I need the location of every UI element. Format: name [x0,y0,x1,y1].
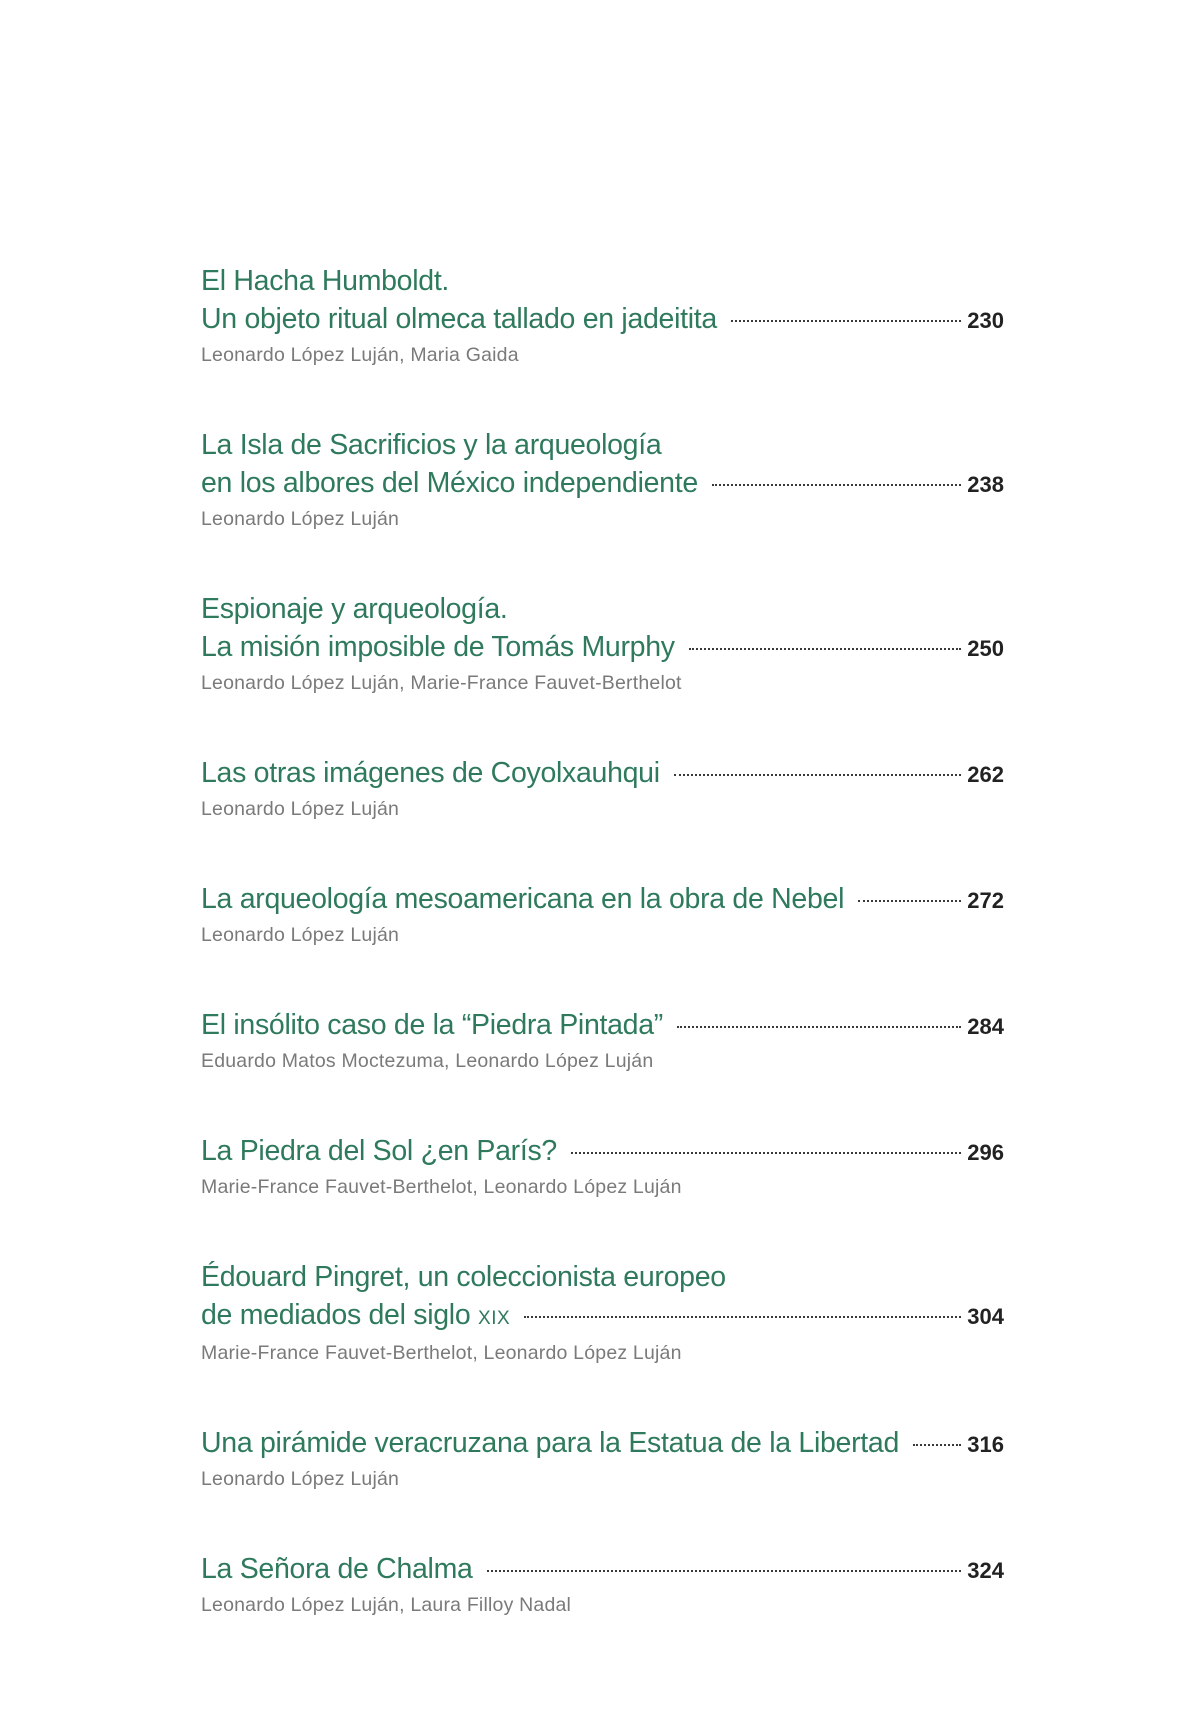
toc-entry-title-line-2: La misión imposible de Tomás Murphy [201,631,675,663]
toc-entry-title [201,628,1004,668]
toc-entry-page-number: 230 [967,308,1004,333]
toc-entry-title [201,1424,1004,1464]
toc-entry-title [201,262,1004,300]
toc-entry-title [201,300,1004,340]
toc-entry [201,426,1004,532]
toc-entry [201,1006,1004,1074]
toc-entry-title [201,1296,1004,1338]
toc-entry-title-text: La Señora de Chalma [201,1553,473,1585]
toc-entry-authors: Leonardo López Luján [201,508,400,530]
toc-entry-authors: Leonardo López Luján [201,1468,400,1490]
toc-entry [201,1424,1004,1492]
toc-entry-title [201,464,1004,504]
toc-entry [201,590,1004,696]
dot-leader [731,320,961,322]
toc-entry-title-text: El insólito caso de la “Piedra Pintada” [201,1009,663,1041]
toc-entry-title-text: La arqueología mesoamericana en la obra de Nebel [201,883,845,915]
toc-entry-title-text: La Piedra del Sol ¿en París? [201,1135,557,1167]
toc-entry [201,754,1004,822]
toc-entry-title-line-2: en los albores del México independiente [201,467,698,499]
toc-entry-title [201,880,1004,920]
toc-entry-title [201,1258,1004,1296]
dot-leader [674,774,962,776]
toc-entry-page-number: 316 [967,1432,1004,1457]
toc-entry [201,1550,1004,1618]
toc-entry [201,1132,1004,1200]
toc-entry-title [201,754,1004,794]
toc-entry [201,1258,1004,1366]
toc-entry [201,880,1004,948]
toc-entry-title [201,1132,1004,1172]
toc-entry-page-number: 272 [967,888,1004,913]
dot-leader [913,1444,961,1446]
dot-leader [858,900,961,902]
toc-entry-page-number: 262 [967,762,1004,787]
toc-entry-title-text: Una pirámide veracruzana para la Estatua de la Libertad [201,1427,900,1459]
toc-entry-authors: Leonardo López Luján, Laura Filloy Nadal [201,1594,572,1616]
toc-entry-authors: Leonardo López Luján [201,924,400,946]
dot-leader [677,1026,961,1028]
toc-entry-page-number: 324 [967,1558,1004,1583]
toc-entry [201,262,1004,368]
toc-entry-authors: Leonardo López Luján, Maria Gaida [201,344,519,366]
toc-entry-title [201,1006,1004,1046]
toc-entry-title-line-1: Espionaje y arqueología. [201,593,508,625]
toc-entry-authors: Marie-France Fauvet-Berthelot, Leonardo López Luján [201,1176,682,1198]
toc-entry-page-number: 284 [967,1014,1004,1039]
dot-leader [487,1570,962,1572]
table-of-contents [201,262,1004,1618]
toc-entry-page-number: 304 [967,1304,1004,1329]
dot-leader [524,1316,961,1318]
dot-leader [689,648,962,650]
toc-entry-title-line-2: Un objeto ritual olmeca tallado en jadeitita [201,303,717,335]
toc-entry-title-line-1: La Isla de Sacrificios y la arqueología [201,429,662,461]
toc-entry-authors: Leonardo López Luján, Marie-France Fauvet-Berthelot [201,672,682,694]
toc-entry-title-line-1: Édouard Pingret, un coleccionista europeo [201,1261,726,1293]
toc-entry-title [201,426,1004,464]
toc-entry-title-text: Las otras imágenes de Coyolxauhqui [201,757,660,789]
toc-entry-title-line-1: El Hacha Humboldt. [201,265,450,297]
dot-leader [571,1152,961,1154]
toc-entry-authors: Marie-France Fauvet-Berthelot, Leonardo López Luján [201,1342,682,1364]
century-smallcaps: XIX [478,1308,511,1329]
toc-entry-page-number: 238 [967,472,1004,497]
toc-entry-authors: Eduardo Matos Moctezuma, Leonardo López Luján [201,1050,654,1072]
toc-entry-title [201,590,1004,628]
toc-entry-authors: Leonardo López Luján [201,798,400,820]
toc-entry-title-line-2 [201,1296,510,1338]
dot-leader [712,484,961,486]
toc-entry-title [201,1550,1004,1590]
toc-entry-title-line-2-text: de mediados del siglo [201,1299,471,1331]
toc-entry-page-number: 296 [967,1140,1004,1165]
toc-entry-page-number: 250 [967,636,1004,661]
